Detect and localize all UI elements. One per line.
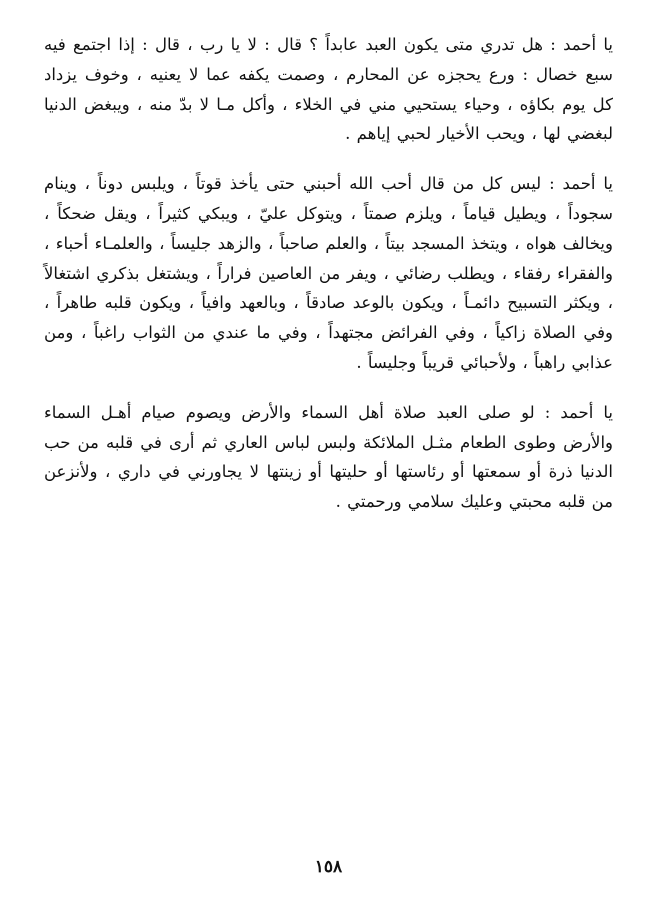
paragraph-1: يا أحمد : هل تدري متى يكون العبد عابداً ؟ قال : لا يا رب ، قال : إذا اجتمع فيه سبع خصال : ورع يحجزه عن المحارم ، وصمت يكفه عما لا يعنيه ، وخوف يزداد كل يوم بكاؤه ، وحياء يستحيي مني في الخلاء ، وأكل مـا لا بدّ منه ، ويبغض الدنيا لبغضي لها ، ويحب الأخيار لحبي إياهم . — [44, 35, 613, 144]
paragraph-2: يا أحمد : ليس كل من قال أحب الله أحبني حتى يأخذ قوتاً ، ويلبس دوناً ، وينام سجوداً ، ويطيل قياماً ، ويلزم صمتاً ، ويتوكل عليّ ، ويبكي كثيراً ، ويقل ضحكاً ، ويخالف هواه ، ويتخذ المسجد بيتاً ، والعلم صاحباً ، والزهد جليساً ، والعلمـاء أحباء ، والفقراء رفقاء ، ويطلب رضائي ، ويفر من العاصين فراراً ، ويشتغل بذكري اشتغالاً ، ويكثر التسبيح دائمـاً ، ويكون بالوعد صادقاً ، وبالعهد وافياً ، ويكون قلبه طاهراً ، وفي الصلاة زاكياً ، وفي الفرائض مجتهداً ، وفي ما عندي من الثواب راغباً ، ومن عذابي راهباً ، ولأحبائي قريباً وجليساً . — [44, 174, 613, 372]
paragraph-3: يا أحمد : لو صلى العبد صلاة أهل السماء والأرض ويصوم صيام أهـل السماء والأرض وطوى الطعام مثـل الملائكة ولبس لباس العاري ثم أرى في قلبه من حب الدنيا ذرة أو سمعتها أو رئاستها أو حليتها أو زينتها لا يجاورني في داري ، ولأنزعن من قلبه محبتي وعليك سلامي ورحمتي . — [44, 402, 613, 512]
page-body — [44, 30, 613, 517]
page-number: ١٥٨ — [314, 857, 343, 877]
